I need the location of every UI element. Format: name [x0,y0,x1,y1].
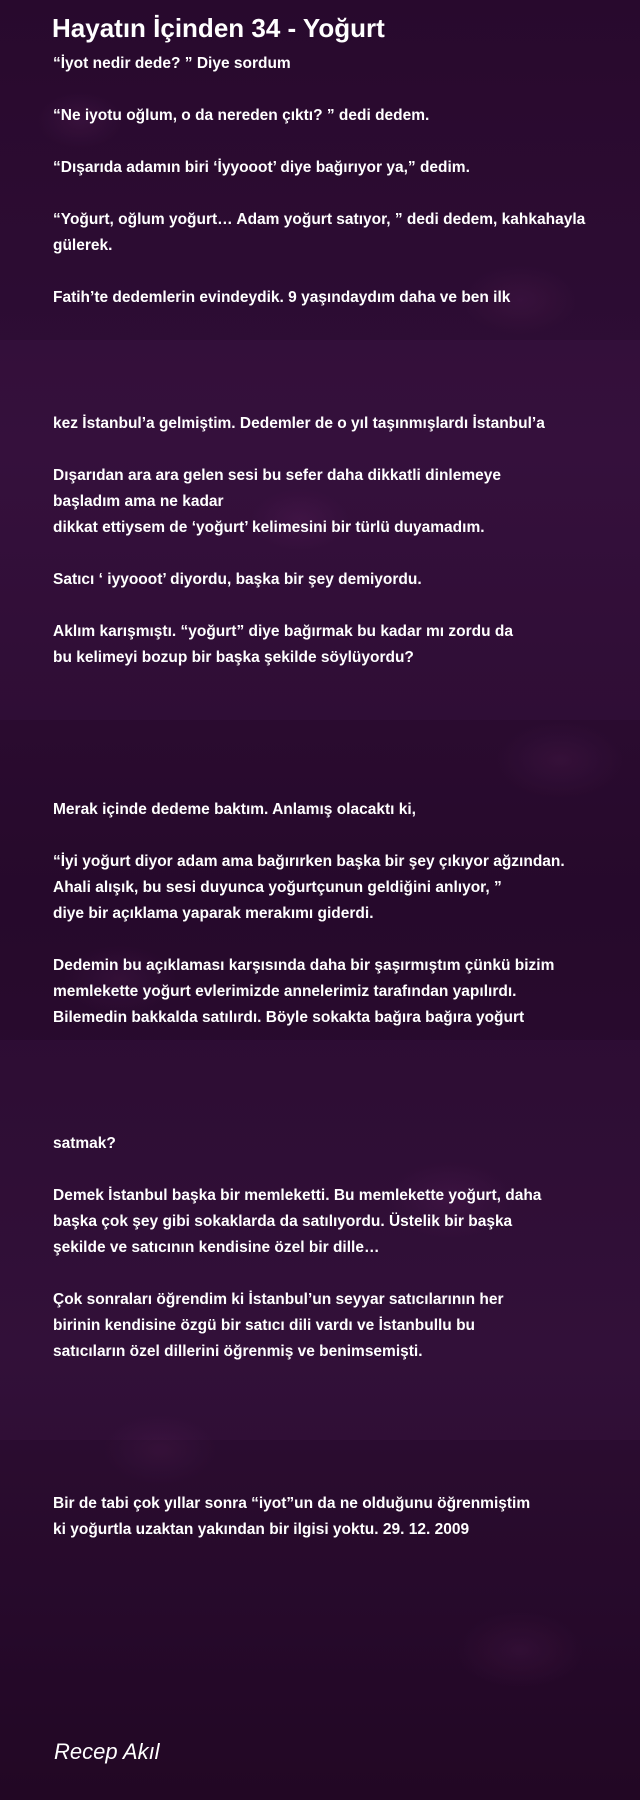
poem-paragraph: Dedemin bu açıklaması karşısında daha bir şaşırmıştım çünkü bizim memlekette yoğurt evlerimizde annelerimiz tarafından yapılırdı. Bilemedin bakkalda satılırdı. Böyle sokakta bağıra bağıra yoğurt [53,957,555,1026]
poem-paragraph: Çok sonraları öğrendim ki İstanbul’un seyyar satıcılarının her birinin kendisine özgü bir satıcı dili vardı ve İstanbullu bu satıcıların özel dillerini öğrenmiş ve benimsemişti. [53,1291,504,1360]
poem-paragraph: “İyi yoğurt diyor adam ama bağırırken başka bir şey çıkıyor ağzından. Ahali alışık, bu sesi duyunca yoğurtçunun geldiğini anlıyor, ” diye bir açıklama yaparak merakımı giderdi. [53,853,565,922]
poem-paragraph: Satıcı ‘ iyyooot’ diyordu, başka bir şey demiyordu. [53,571,422,588]
poem-paragraph: kez İstanbul’a gelmiştim. Dedemler de o yıl taşınmışlardı İstanbul’a [53,415,545,432]
poem-paragraph: “Dışarıda adamın biri ‘İyyooot’ diye bağırıyor ya,” dedim. [53,159,470,176]
poem-paragraph: “İyot nedir dede? ” Diye sordum [53,55,291,72]
poem-paragraph: “Yoğurt, oğlum yoğurt… Adam yoğurt satıyor, ” dedi dedem, kahkahayla gülerek. [53,211,586,254]
poem-paragraph: Fatih’te dedemlerin evindeydik. 9 yaşındaydım daha ve ben ilk [53,289,511,306]
author-name: Recep Akıl [54,1739,160,1764]
poem-paragraph: Merak içinde dedeme baktım. Anlamış olacaktı ki, [53,801,416,818]
poem-title: Hayatın İçinden 34 - Yoğurt [52,13,385,43]
poem-paragraph: Aklım karışmıştı. “yoğurt” diye bağırmak bu kadar mı zordu da bu kelimeyi bozup bir başka şekilde söylüyordu? [53,623,513,666]
poem-paragraph: Dışarıdan ara ara gelen sesi bu sefer daha dikkatli dinlemeye başladım ama ne kadar dikkat ettiysem de ‘yoğurt’ kelimesini bir türlü duyamadım. [53,467,501,536]
poem-paragraph: Bir de tabi çok yıllar sonra “iyot”un da ne olduğunu öğrenmiştim ki yoğurtla uzaktan yakından bir ilgisi yoktu. 29. 12. 2009 [53,1495,531,1538]
poem-paragraph: satmak? [53,1135,116,1152]
poem-paragraph: “Ne iyotu oğlum, o da nereden çıktı? ” dedi dedem. [53,107,430,124]
poem-paragraph: Demek İstanbul başka bir memleketti. Bu memlekette yoğurt, daha başka çok şey gibi sokaklarda da satılıyordu. Üstelik bir başka şekilde ve satıcının kendisine özel bir dille… [53,1187,542,1256]
